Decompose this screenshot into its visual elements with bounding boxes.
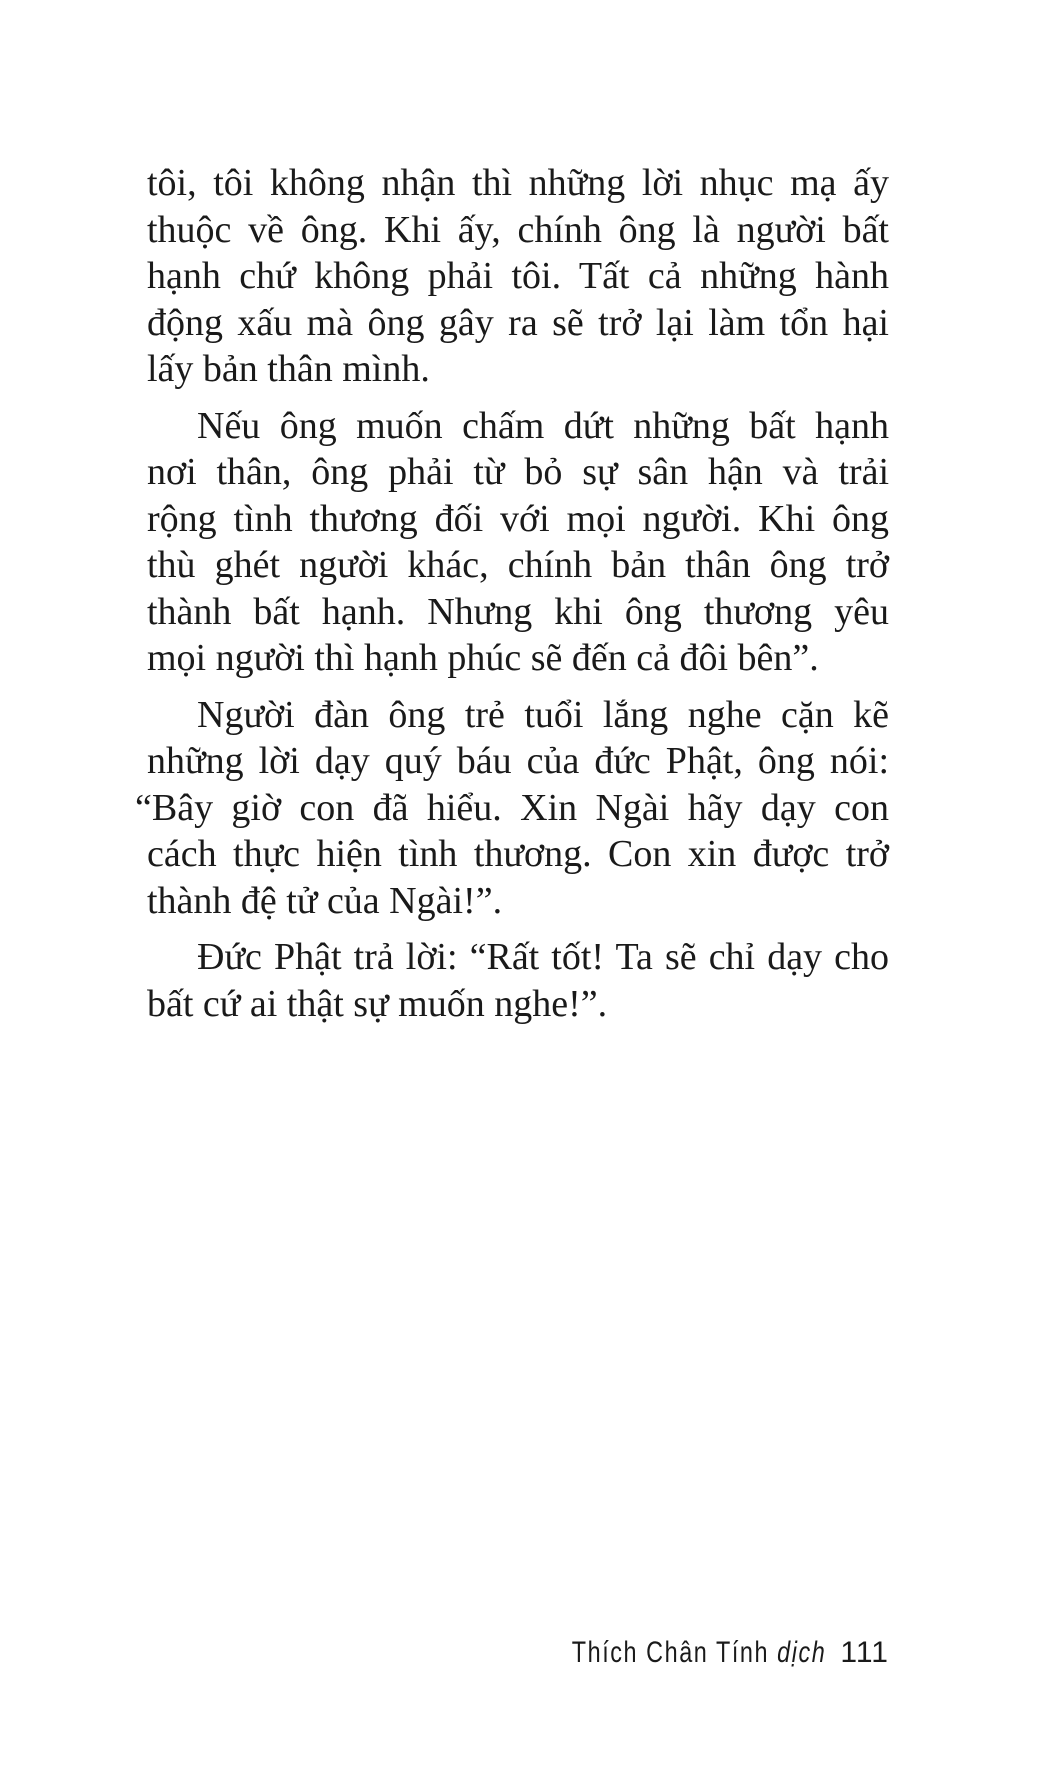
translator-credit bbox=[572, 1636, 827, 1670]
text-line: rộng tình thương đối với mọi người. Khi ông bbox=[147, 497, 889, 540]
text-line: “Bây giờ con đã hiểu. Xin Ngài hãy dạy con bbox=[135, 786, 889, 829]
text-line: thuộc về ông. Khi ấy, chính ông là người bất bbox=[147, 208, 889, 251]
text-line: thành đệ tử của Ngài!”. bbox=[147, 879, 503, 922]
page-number: 111 bbox=[840, 1636, 889, 1669]
text-line: Người đàn ông trẻ tuổi lắng nghe cặn kẽ bbox=[197, 693, 889, 736]
text-line: Đức Phật trả lời: “Rất tốt! Ta sẽ chỉ dạy cho bbox=[197, 936, 889, 978]
paragraph-1 bbox=[147, 160, 889, 393]
paragraph-4 bbox=[147, 934, 889, 1027]
text-line: thù ghét người khác, chính bản thân ông trở bbox=[147, 544, 889, 586]
text-line: thành bất hạnh. Nhưng khi ông thương yêu bbox=[147, 590, 889, 633]
translator-role: dịch bbox=[777, 1636, 827, 1669]
text-line: mọi người thì hạnh phúc sẽ đến cả đôi bên”. bbox=[147, 637, 819, 679]
text-line: động xấu mà ông gây ra sẽ trở lại làm tổn hại bbox=[147, 301, 889, 344]
text-line: bất cứ ai thật sự muốn nghe!”. bbox=[147, 982, 608, 1025]
text-line: nơi thân, ông phải từ bỏ sự sân hận và trải bbox=[147, 451, 889, 493]
page-footer bbox=[500, 1636, 889, 1670]
text-line: lấy bản thân mình. bbox=[147, 348, 430, 390]
text-line: tôi, tôi không nhận thì những lời nhục mạ ấy bbox=[147, 162, 889, 204]
translator-name: Thích Chân Tính bbox=[571, 1636, 770, 1669]
paragraph-3 bbox=[135, 692, 889, 925]
paragraph-2 bbox=[147, 403, 889, 682]
text-line: Nếu ông muốn chấm dứt những bất hạnh bbox=[197, 404, 889, 447]
text-line: những lời dạy quý báu của đức Phật, ông nói: bbox=[147, 740, 889, 782]
text-line: cách thực hiện tình thương. Con xin được trở bbox=[147, 833, 889, 875]
text-line: hạnh chứ không phải tôi. Tất cả những hành bbox=[147, 255, 889, 297]
body-text bbox=[135, 160, 889, 1037]
